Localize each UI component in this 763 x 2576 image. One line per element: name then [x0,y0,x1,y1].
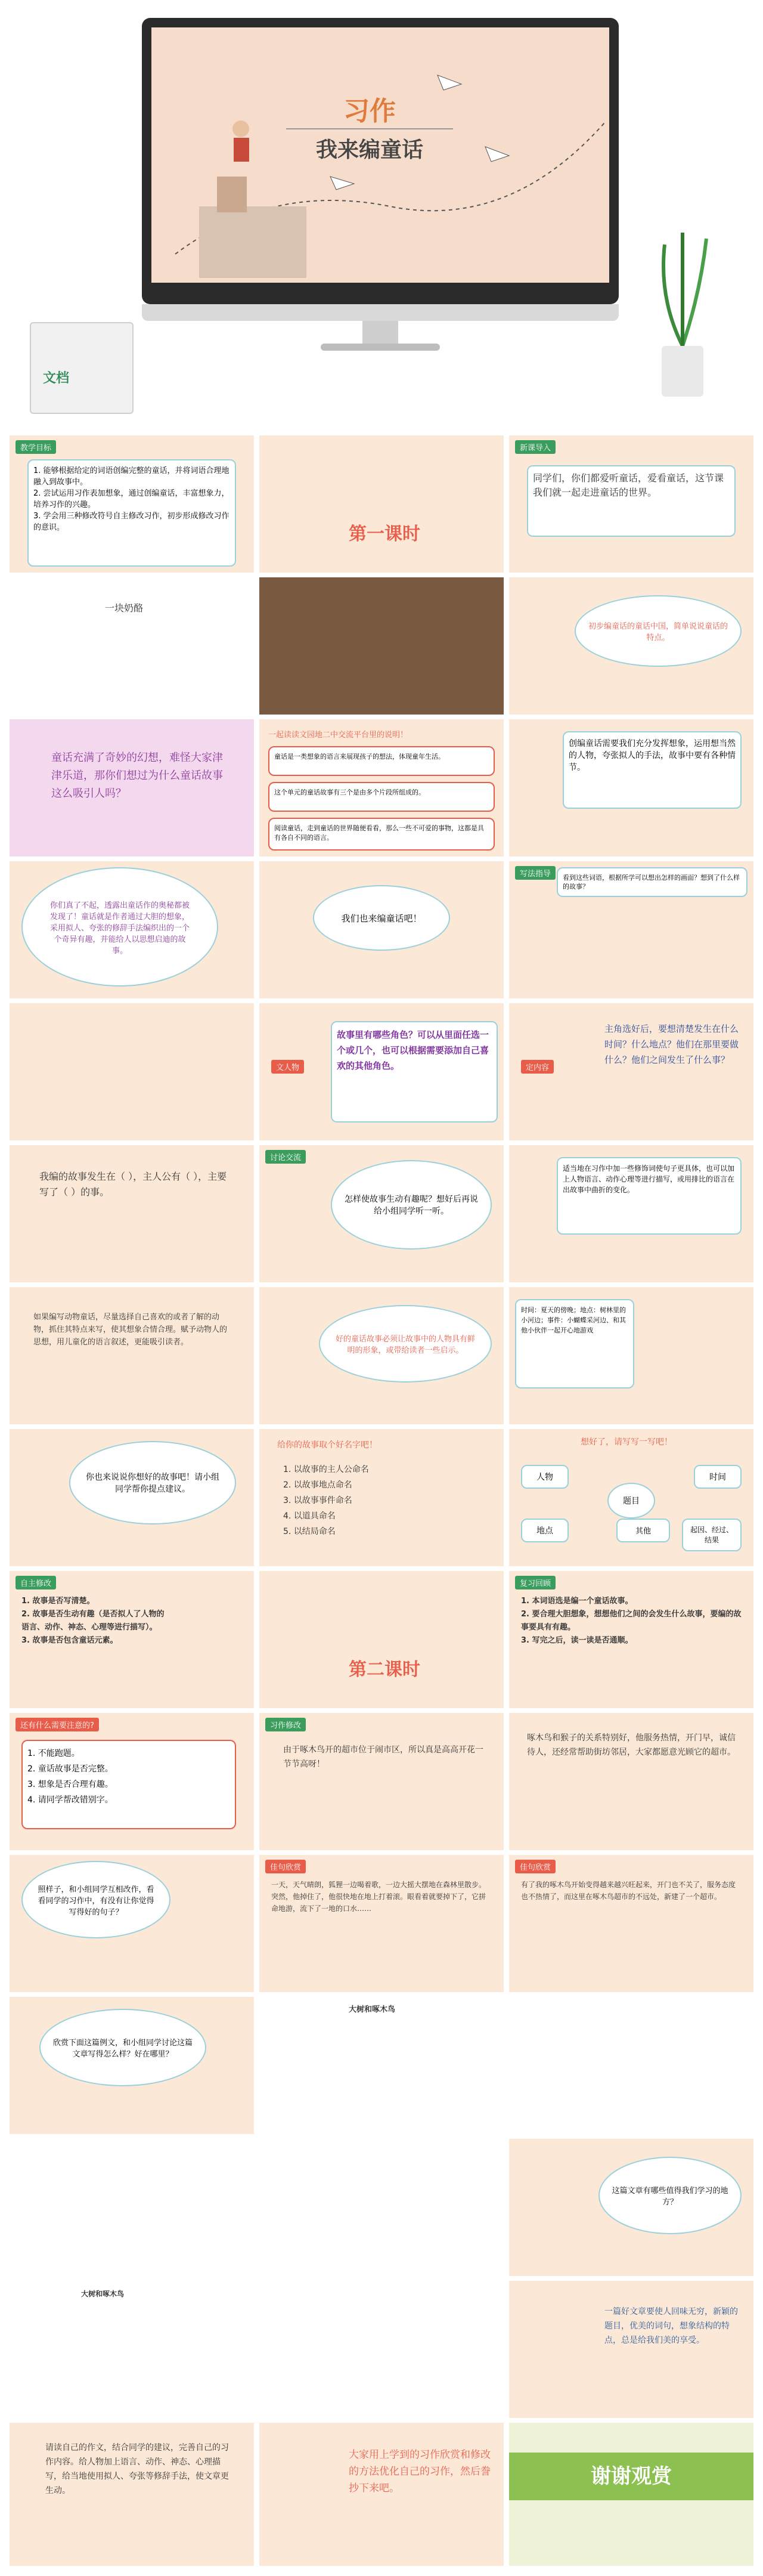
tips-text: 如果编写动物童话，尽量选择自己喜欢的或者了解的动物，抓住其特点来写，使其想象合情合理。赋予动物人的思想，用儿童化的语言叙述，更能吸引读者。 [33,1313,228,1347]
mindmap-node: 人物 [521,1465,569,1489]
definition-text: 你们真了不起，透露出童话作的奥秘都被发现了！童话就是作者通过大胆的想象，采用拟人、夸张的修辞手法编织出的一个个奇异有趣，并能给人以思想启迪的故事。 [49,901,190,955]
reading-box: 这个单元的童话故事有三个是由多个片段所组成的。 [268,782,495,812]
slide-example-essay [259,1997,504,2134]
learn-text: 这篇文章有哪些值得我们学习的地方？ [612,2187,728,2207]
revision-text: 啄木鸟和猴子的关系特别好，他服务热情，开门早，诚信待人，还经常帮助街坊邻居，大家都愿意光顾它的超市。 [527,1733,736,1757]
naming-item: 4. 以道具命名 [283,1511,336,1521]
slide-learn [509,2139,753,2276]
mindmap-center-label: 题目 [623,1496,640,1506]
share-text: 你也来说说你想好的故事吧！请小组同学帮你提点建议。 [86,1473,219,1494]
slide-reading [259,719,504,856]
idea-bubble [319,1305,492,1383]
slide-lets-write [259,861,504,998]
slide-tag: 新课导入 [515,440,556,454]
slide-tag: 佳句欣赏 [265,1860,306,1873]
monitor-mockup [142,18,619,352]
tips-box: 适当地在习作中加一些修饰词使句子更具体，也可以加上人物语言、动作心理等进行描写，或用排比的语言在出故事中曲折的变化。 [557,1157,742,1235]
share-bubble [69,1441,236,1524]
slide-characters [259,1003,504,1140]
slide-tag: 还有什么需要注意的? [15,1718,99,1731]
plant-decoration [647,227,718,400]
naming-item: 5. 以结局命名 [283,1527,336,1536]
intro-text: 同学们，你们都爱听童话，爱看童话，这节课我们就一起走进童话的世界。 [533,472,724,498]
mindmap-node: 其他 [616,1519,670,1542]
refine-text: 请读自己的作文，结合同学的建议，完善自己的习作内容。给人物加上语言、动作、神态、心理描写，给当地使用拟人、夸张等修辞手法，使文章更生动。 [45,2443,229,2495]
essay-title: 大树和啄木鸟 [349,2005,396,2014]
step-box: 故事里有哪些角色？可以从里面任选一个或几个，也可以根据需要添加自己喜欢的其他角色。 [331,1021,498,1122]
goal-item: 3. 学会用三种修改符号自主修改习作，初步形成修改习作的意识。 [33,512,229,532]
summary-text: 一篇好文章要使人回味无穷，新颖的题目，优美的词句，想象结构的特点，总是给我们美的享受。 [604,2307,738,2345]
slide-writing-guide [509,861,753,998]
sentence-text: 一天，天气晴朗，狐狸一边喝着歌，一边大摇大摆地在森林里散步。突然，他掉住了，他很快地在地上打着滚。眼看着就要掉下了，它拼命地游，流下了一地的口水…… [271,1881,486,1913]
discussion-bubble [331,1160,492,1250]
attention-item: 4. 请同学帮改错别字。 [27,1795,113,1805]
slide-text: 童话充满了奇妙的幻想，难怪大家津津乐道，那你们想过为什么童话故事这么吸引人吗？ [51,752,223,800]
goals-box [27,459,236,567]
revise-item: 2. 故事是否生动有趣（是否拟人了人物的语言、动作、神态、心理等进行描写）。 [21,1610,165,1632]
monitor-stand [362,321,398,345]
slide-example-essay-4 [259,2139,504,2276]
discussion-text: 怎样使故事生动有趣呢？想好后再说给小组同学听一听。 [345,1195,478,1216]
slide-content [509,1003,753,1140]
lesson-title: 第一课时 [349,524,420,545]
goal-item: 1. 能够根据给定的词语创编完整的童话，并将词语合理地融入到故事中。 [33,466,229,487]
slide-attention [10,1713,254,1850]
naming-title: 给你的故事取个好名字吧！ [277,1440,377,1450]
thanks-banner: 谢谢观赏 [509,2453,753,2500]
slide-characteristics [509,577,753,715]
revision-text: 由于啄木鸟开的超市位于闹市区，所以真是高高开花一节节高呀！ [283,1745,483,1769]
monitor-chin [142,304,619,321]
peer-text: 照样子，和小组同学互相改作，看看同学的习作中，有没有让你觉得写得好的句子？ [38,1885,154,1917]
slide-good-sentence [259,1855,504,1992]
slide-annotated-essay-2 [259,2281,504,2418]
brand-logo: 文档 [43,371,70,386]
slide-revision [259,1713,504,1850]
idea-text: 好的童话故事必须让故事中的人物具有鲜明的形象，或带给读者一些启示。 [335,1335,475,1355]
slide-illustration [259,577,504,715]
story-title: 一块奶酪 [105,602,144,614]
lesson-title: 第二课时 [349,1659,420,1680]
slide-tag: 自主修改 [15,1576,56,1589]
mindmap-node: 起因、经过、结果 [682,1519,742,1551]
slide-annotated-essay [10,2281,254,2418]
reading-box: 阅读童话，走到童话的世界随便看看，那么一些不可爱的事物，这都是具有各自不同的语言。 [268,818,495,851]
frame-text: 我编的故事发生在（ ），主人公有（ ），主要写了（ ）的事。 [39,1171,227,1198]
revise-item: 1. 故事是否写清楚。 [21,1597,95,1606]
appreciate-bubble [39,2009,206,2086]
step-label: 定内容 [521,1060,554,1074]
naming-item: 1. 以故事的主人公命名 [283,1465,369,1474]
definition-bubble [21,867,218,987]
monitor-base [321,344,440,351]
slide-copy [259,2423,504,2566]
slide-word-cards [10,1003,254,1140]
slide-share [10,1429,254,1566]
sentence-text: 有了我的啄木鸟开始变得越来越兴旺起来，开门也不关了，服务态度也不热情了，而这里在啄木鸟超市的不远处，新建了一个超市。 [521,1881,736,1901]
peer-bubble [21,1861,170,1938]
reading-box: 童话是一类想象的语言来展现孩子的想法，体现童年生活。 [268,746,495,776]
revise-item: 3. 故事是否包含童话元素。 [21,1636,118,1645]
review-item: 1. 本词语选是编一个童话故事。 [521,1597,633,1606]
slide-mindmap [509,1429,753,1566]
mindmap-center [607,1483,655,1519]
hero-section [0,0,763,418]
slide-self-revise [10,1571,254,1708]
slide-intro [509,435,753,573]
slide-good-sentence-2 [509,1855,753,1992]
slide-appreciate [10,1997,254,2134]
slide-review [509,1571,753,1708]
cover-title: 习作 [343,96,396,126]
mindmap-node: 地点 [521,1519,569,1542]
slide-peer-review [10,1855,254,1992]
step-text: 主角选好后，要想清楚发生在什么时间？什么地点？他们在那里要做什么？他们之间发生了什么事？ [604,1023,739,1065]
review-item: 3. 写完之后，读一读是否通顺。 [521,1636,633,1645]
slide-tag: 复习回顾 [515,1576,556,1589]
speech-bubble [575,595,742,667]
slide-revision-2 [509,1713,753,1850]
intro-box [527,465,736,537]
step-label: 文人物 [271,1060,304,1074]
cloud-bubble [313,885,450,951]
attention-item: 1. 不能跑题。 [27,1749,80,1758]
review-list [521,1595,742,1647]
slide-refine [10,2423,254,2566]
info-box: 创编童话需要我们充分发挥想象，运用想当然的人物，夸张拟人的手法，故事中要有各种情节。 [563,731,742,809]
slide-story-cheese [10,577,254,715]
essay-title: 大树和啄木鸟 [81,2290,125,2298]
slide-animal-tips [10,1287,254,1424]
slide-story-frame [10,1145,254,1282]
slide-example-essay-3 [10,2139,254,2276]
attention-box [21,1740,236,1829]
slide-lesson1-title [259,435,504,573]
slide-tag: 讨论交流 [265,1150,306,1164]
appreciate-text: 欣赏下面这篇例文，和小组同学讨论这篇文章写得怎么样？好在哪里？ [52,2039,193,2059]
slide-fairytale-def [10,861,254,998]
naming-item: 3. 以故事事件命名 [283,1496,352,1505]
slide-detail-tips [509,1145,753,1282]
bubble-text: 初步编童话的童话中国，简单说说童话的特点。 [588,622,728,642]
slide-tag: 佳句欣赏 [515,1860,556,1873]
plan-box: 时间：夏天的傍晚；地点：树林里的小河边；事件：小蝴蝶采河边、和其他小伙伴一起开心地游戏 [515,1299,634,1388]
copy-text: 大家用上学到的习作欣赏和修改的方法优化自己的习作，然后誊抄下来吧。 [349,2449,491,2494]
slide-good-story [259,1287,504,1424]
review-item: 2. 要合理大胆想象，想想他们之间的会发生什么故事，要编的故事要具有有趣。 [521,1610,742,1632]
learn-bubble [598,2157,742,2234]
naming-item: 2. 以故事地点命名 [283,1480,352,1490]
cloud-text: 我们也来编童话吧！ [341,913,422,924]
mindmap-node: 时间 [694,1465,742,1489]
goal-item: 2. 尝试运用习作表加想象，通过创编童话，丰富想象力，培养习作的兴趣。 [33,489,229,509]
slide-imagination [509,719,753,856]
slide-naming [259,1429,504,1566]
reading-title: 一起读读文园地二中交流平台里的说明！ [268,731,408,740]
slide-lesson2-title [259,1571,504,1708]
slide-tag: 习作修改 [265,1718,306,1731]
revise-list [21,1595,165,1647]
slide-attraction [10,719,254,856]
slide-tag: 教学目标 [15,440,56,454]
attention-item: 3. 想象是否合理有趣。 [27,1780,113,1789]
slide-example-essay-2 [509,1997,753,2134]
mindmap-title: 想好了，请写写一写吧！ [581,1437,672,1447]
naming-list [283,1462,369,1539]
slide-tag: 写法指导 [515,866,556,880]
desk-calendar [30,322,134,414]
guide-box: 看到这些词语，根据所学可以想出怎样的画面？想到了什么样的故事？ [557,867,748,897]
cover-subtitle: 我来编童话 [286,128,453,163]
attention-item: 2. 童话故事是否完整。 [27,1764,113,1774]
slide-summary [509,2281,753,2418]
slide-teaching-goals [10,435,254,573]
slide-discussion [259,1145,504,1282]
slide-thanks [509,2423,753,2566]
slide-example-plan [509,1287,753,1424]
